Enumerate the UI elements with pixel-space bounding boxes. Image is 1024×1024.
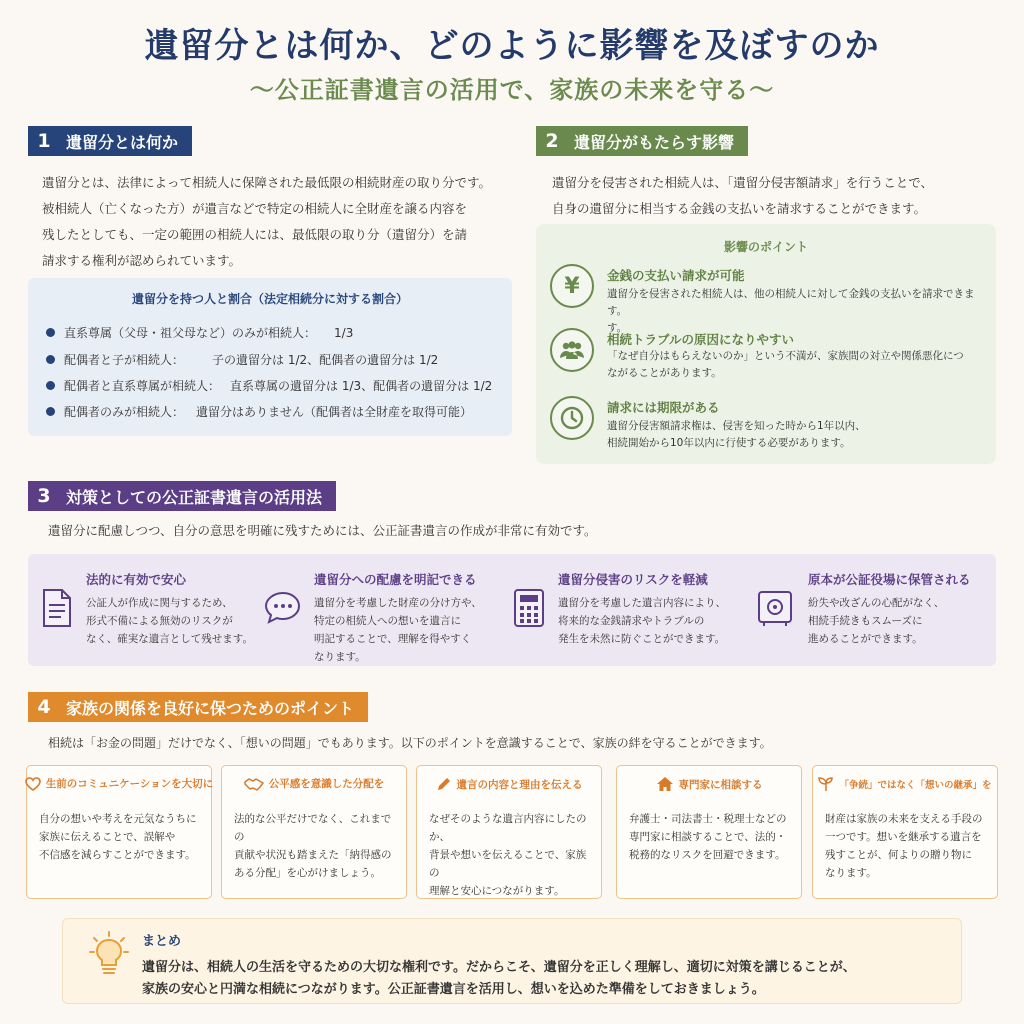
section-title: 遺留分とは何か — [66, 132, 179, 152]
text-line: 不信感を減らすことができます。 — [39, 849, 196, 861]
text-line: 明記することで、理解を得やすく — [314, 633, 472, 645]
text-line: 理解と安心につながります。 — [429, 885, 565, 897]
share-row — [46, 324, 353, 341]
share-value: 遺留分はありません（配偶者は全財産を取得可能） — [196, 405, 473, 419]
card-title — [27, 776, 214, 791]
text-line: 相続手続きもスムーズに — [808, 615, 923, 627]
measure-text — [558, 594, 726, 648]
text-line: ながることがあります。 — [607, 367, 722, 379]
page-subtitle: 〜公正証書遺言の活用で、家族の未来を守る〜 — [249, 75, 775, 104]
speech-bubble-icon — [264, 590, 302, 626]
card-title-text: 専門家に相談する — [678, 778, 763, 791]
tip-card — [616, 765, 802, 899]
text-line: なります。 — [825, 867, 877, 879]
section-3-header — [28, 481, 336, 511]
impact-title: 請求には期限がある — [607, 400, 720, 415]
text-line: なく、確実な遺言として残せます。 — [86, 633, 253, 645]
share-row — [46, 351, 438, 368]
summary-text: 遺留分は、相続人の生活を守るための大切な権利です。だからこそ、遺留分を正しく理解し、適切に対策を講じることが、 — [142, 960, 856, 975]
text-line: 貢献や状況も踏まえた「納得感の — [234, 849, 392, 861]
text-line: 専門家に相談することで、法的・ — [629, 831, 787, 843]
summary-text: 家族の安心と円満な相続につながります。公正証書遺言を活用し、想いを込めた準備をしておきましょう。 — [142, 982, 765, 997]
text-line: 残したとしても、一定の範囲の相続人には、最低限の取り分（遺留分）を請 — [42, 227, 468, 242]
measure-title: 遺留分への配慮を明記できる — [314, 572, 477, 587]
card-text — [825, 810, 991, 882]
share-label: 配偶者と子が相続人： — [64, 353, 185, 367]
section-1-header — [28, 126, 192, 156]
card-title-text: 生前のコミュニケーションを大切に — [45, 778, 214, 790]
section-number: 1 — [37, 130, 51, 152]
section-4-header — [28, 692, 368, 722]
card-title-text: 遺言の内容と理由を伝える — [456, 778, 583, 791]
text-line: なぜそのような遺言内容にしたのか、 — [429, 813, 587, 843]
share-box-title: 遺留分を持つ人と割合（法定相続分に対する割合） — [131, 292, 408, 306]
section-2-text — [552, 170, 992, 222]
heart-icon — [25, 777, 41, 791]
measure-title: 原本が公証役場に保管される — [808, 572, 971, 587]
page-title: 遺留分とは何か、どのように影響を及ぼすのか — [144, 26, 880, 66]
text-line: 一つです。想いを継承する遺言を — [825, 831, 982, 843]
card-title — [813, 776, 997, 792]
tip-card — [26, 765, 212, 899]
share-value: 直系尊属の遺留分は 1/3、配偶者の遺留分は 1/2 — [230, 379, 493, 393]
share-row — [46, 403, 472, 420]
lightbulb-icon — [88, 930, 130, 976]
card-title — [417, 776, 601, 792]
clock-icon — [550, 396, 594, 440]
impact-box-title: 影響のポイント — [723, 240, 808, 254]
measure-text — [86, 594, 253, 648]
section-title: 家族の関係を良好に保つためのポイント — [66, 698, 355, 718]
text-line: 弁護士・司法書士・税理士などの — [629, 813, 787, 825]
text-line: 法的な公平だけでなく、これまでの — [234, 813, 392, 843]
summary-title: まとめ — [142, 934, 182, 949]
tip-card — [221, 765, 407, 899]
text-line: 請求する権利が認められています。 — [42, 253, 242, 268]
card-text — [629, 810, 795, 864]
impact-title: 相続トラブルの原因になりやすい — [607, 332, 795, 347]
measure-text — [808, 594, 944, 648]
section-4-intro: 相続は「お金の問題」だけでなく、「想いの問題」でもあります。以下のポイントを意識することで、家族の絆を守ることができます。 — [48, 736, 772, 750]
section-3-intro: 遺留分に配慮しつつ、自分の意思を明確に残すためには、公正証書遺言の作成が非常に有効です。 — [48, 523, 597, 538]
card-title — [617, 776, 801, 792]
card-title — [222, 776, 406, 791]
text-line: 特定の相続人への想いを遺言に — [314, 615, 461, 627]
share-value: 1/3 — [334, 325, 354, 340]
calculator-icon — [512, 588, 546, 628]
text-line: 将来的な金銭請求やトラブルの — [558, 615, 705, 627]
text-line: 相続開始から10年以内に行使する必要があります。 — [607, 437, 851, 449]
yen-icon: ¥ — [550, 264, 594, 308]
text-line: 背景や想いを伝えることで、家族の — [429, 849, 587, 879]
share-row — [46, 377, 492, 394]
text-line: 遺留分を侵害された相続人は、他の相続人に対して金銭の支払いを請求できます。 — [607, 288, 975, 317]
text-line: 自分の想いや考えを元気なうちに — [39, 813, 197, 825]
text-line: 紛失や改ざんの心配がなく、 — [808, 597, 945, 609]
section-2-header — [536, 126, 748, 156]
impact-text — [607, 418, 987, 452]
measure-title: 遺留分侵害のリスクを軽減 — [558, 572, 708, 587]
card-text — [429, 810, 595, 900]
text-line: ある分配」を心がけましょう。 — [234, 867, 381, 879]
bullet-icon — [46, 355, 55, 364]
text-line: 遺留分とは、法律によって相続人に保障された最低限の相続財産の取り分です。 — [42, 175, 492, 190]
text-line: 公証人が作成に関与するため、 — [86, 597, 233, 609]
house-icon — [656, 776, 674, 792]
card-text — [39, 810, 205, 864]
text-line: 家族に伝えることで、誤解や — [39, 831, 176, 843]
impact-text — [607, 348, 987, 382]
measure-title: 法的に有効で安心 — [86, 572, 187, 587]
text-line: 自身の遺留分に相当する金銭の支払いを請求することができます。 — [552, 201, 927, 216]
impact-title: 金銭の支払い請求が可能 — [607, 268, 745, 283]
section-title: 対策としての公正証書遺言の活用法 — [66, 487, 323, 507]
section-title: 遺留分がもたらす影響 — [574, 132, 735, 152]
share-label: 配偶者と直系尊属が相続人： — [64, 379, 221, 393]
share-label: 配偶者のみが相続人： — [64, 405, 185, 419]
card-title-text: 公平感を意識した分配を — [268, 778, 385, 790]
section-1-text — [42, 170, 522, 274]
document-icon — [40, 588, 74, 628]
section-number: 3 — [37, 485, 51, 507]
tip-card — [416, 765, 602, 899]
share-value: 子の遺留分は 1/2、配偶者の遺留分は 1/2 — [212, 353, 439, 367]
tip-card — [812, 765, 998, 899]
text-line: 残すことが、何よりの贈り物に — [825, 849, 972, 861]
handshake-icon — [244, 777, 264, 791]
text-line: 被相続人（亡くなった方）が遺言などで特定の相続人に全財産を譲る内容を — [42, 201, 468, 216]
text-line: す。 — [607, 322, 628, 334]
text-line: 遺留分を侵害された相続人は、「遺留分侵害額請求」を行うことで、 — [552, 175, 934, 190]
text-line: 遺留分侵害額請求権は、侵害を知った時から1年以内、 — [607, 420, 866, 432]
text-line: 財産は家族の未来を支える手段の — [825, 813, 983, 825]
text-line: 遺留分を考慮した財産の分け方や、 — [314, 597, 482, 609]
share-label: 直系尊属（父母・祖父母など）のみが相続人： — [64, 326, 317, 340]
text-line: なります。 — [314, 651, 366, 663]
section-number: 2 — [545, 130, 559, 152]
bullet-icon — [46, 381, 55, 390]
bullet-icon — [46, 407, 55, 416]
safe-icon — [756, 588, 794, 628]
text-line: 税務的なリスクを回避できます。 — [629, 849, 786, 861]
people-icon — [550, 328, 594, 372]
text-line: 形式不備による無効のリスクが — [86, 615, 233, 627]
sprout-icon — [818, 776, 834, 792]
text-line: 遺留分を考慮した遺言内容により、 — [558, 597, 726, 609]
bullet-icon — [46, 328, 55, 337]
text-line: 発生を未然に防ぐことができます。 — [558, 633, 726, 645]
measure-text — [314, 594, 482, 666]
card-title-text: 「争続」ではなく「想いの継承」を — [839, 780, 992, 791]
text-line: 「なぜ自分はもらえないのか」という不満が、家族間の対立や関係悪化につ — [607, 350, 964, 362]
text-line: 進めることができます。 — [808, 633, 923, 645]
pen-icon — [436, 776, 452, 792]
card-text — [234, 810, 400, 882]
section-number: 4 — [37, 696, 51, 718]
